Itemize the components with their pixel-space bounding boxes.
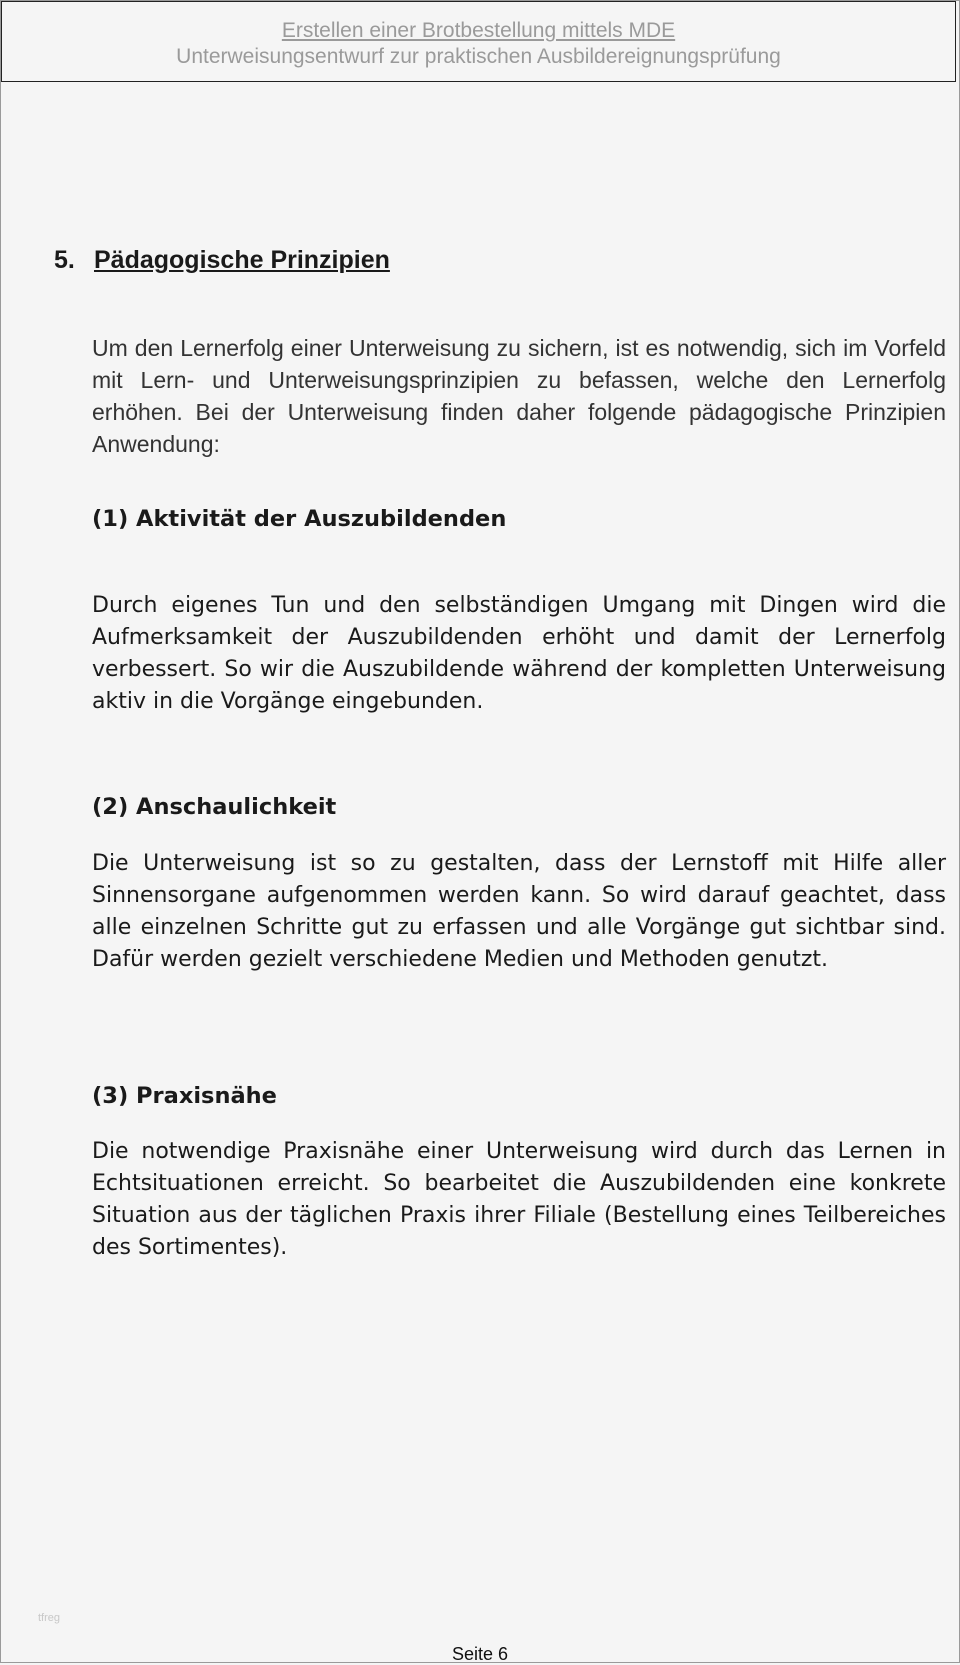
header-subtitle: Unterweisungsentwurf zur praktischen Ausbildereignungsprüfung xyxy=(176,45,781,68)
page-header xyxy=(1,1,956,82)
intro-paragraph: Um den Lernerfolg einer Unterweisung zu sichern, ist es notwendig, sich im Vorfeld mit Lern- und Unterweisungsprinzipien zu befassen, welche den Lernerfolg erhöhen. Bei der Unterweisung finden daher folgende pädagogische Prinzipien Anwendung: xyxy=(92,335,946,457)
page-number: Seite 6 xyxy=(451,1644,509,1664)
header-title: Erstellen einer Brotbestellung mittels MDE xyxy=(281,19,676,42)
principle-text-1: Durch eigenes Tun und den selbständigen Umgang mit Dingen wird die Aufmerksamkeit der Auszubildenden erhöht und damit der Lernerfolg verbessert. So wir die Auszubildende während der kompletten Unterweisung aktiv in die Vorgänge eingebunden. xyxy=(92,593,946,714)
section-title: Pädagogische Prinzipien xyxy=(94,246,390,274)
section-heading xyxy=(54,246,390,275)
principle-text-2: Die Unterweisung ist so zu gestalten, dass der Lernstoff mit Hilfe aller Sinnensorgane aufgenommen werden kann. So wird darauf geachtet, dass alle einzelnen Schritte gut zu erfassen und alle Vorgänge gut sichtbar sind. Dafür werden gezielt verschiedene Medien und Methoden genutzt. xyxy=(92,851,946,972)
watermark: tfreg xyxy=(38,1612,61,1624)
principle-heading-1: (1) Aktivität der Auszubildenden xyxy=(92,506,507,532)
principle-heading-3: (3) Praxisnähe xyxy=(92,1083,277,1109)
section-number: 5. xyxy=(54,246,75,274)
principle-heading-2: (2) Anschaulichkeit xyxy=(92,794,337,820)
principle-text-3: Die notwendige Praxisnähe einer Unterweisung wird durch das Lernen in Echtsituationen erreicht. So bearbeitet die Auszubildenden eine konkrete Situation aus der täglichen Praxis ihrer Filiale (Bestellung eines Teilbereiches des Sortimentes). xyxy=(92,1139,946,1260)
